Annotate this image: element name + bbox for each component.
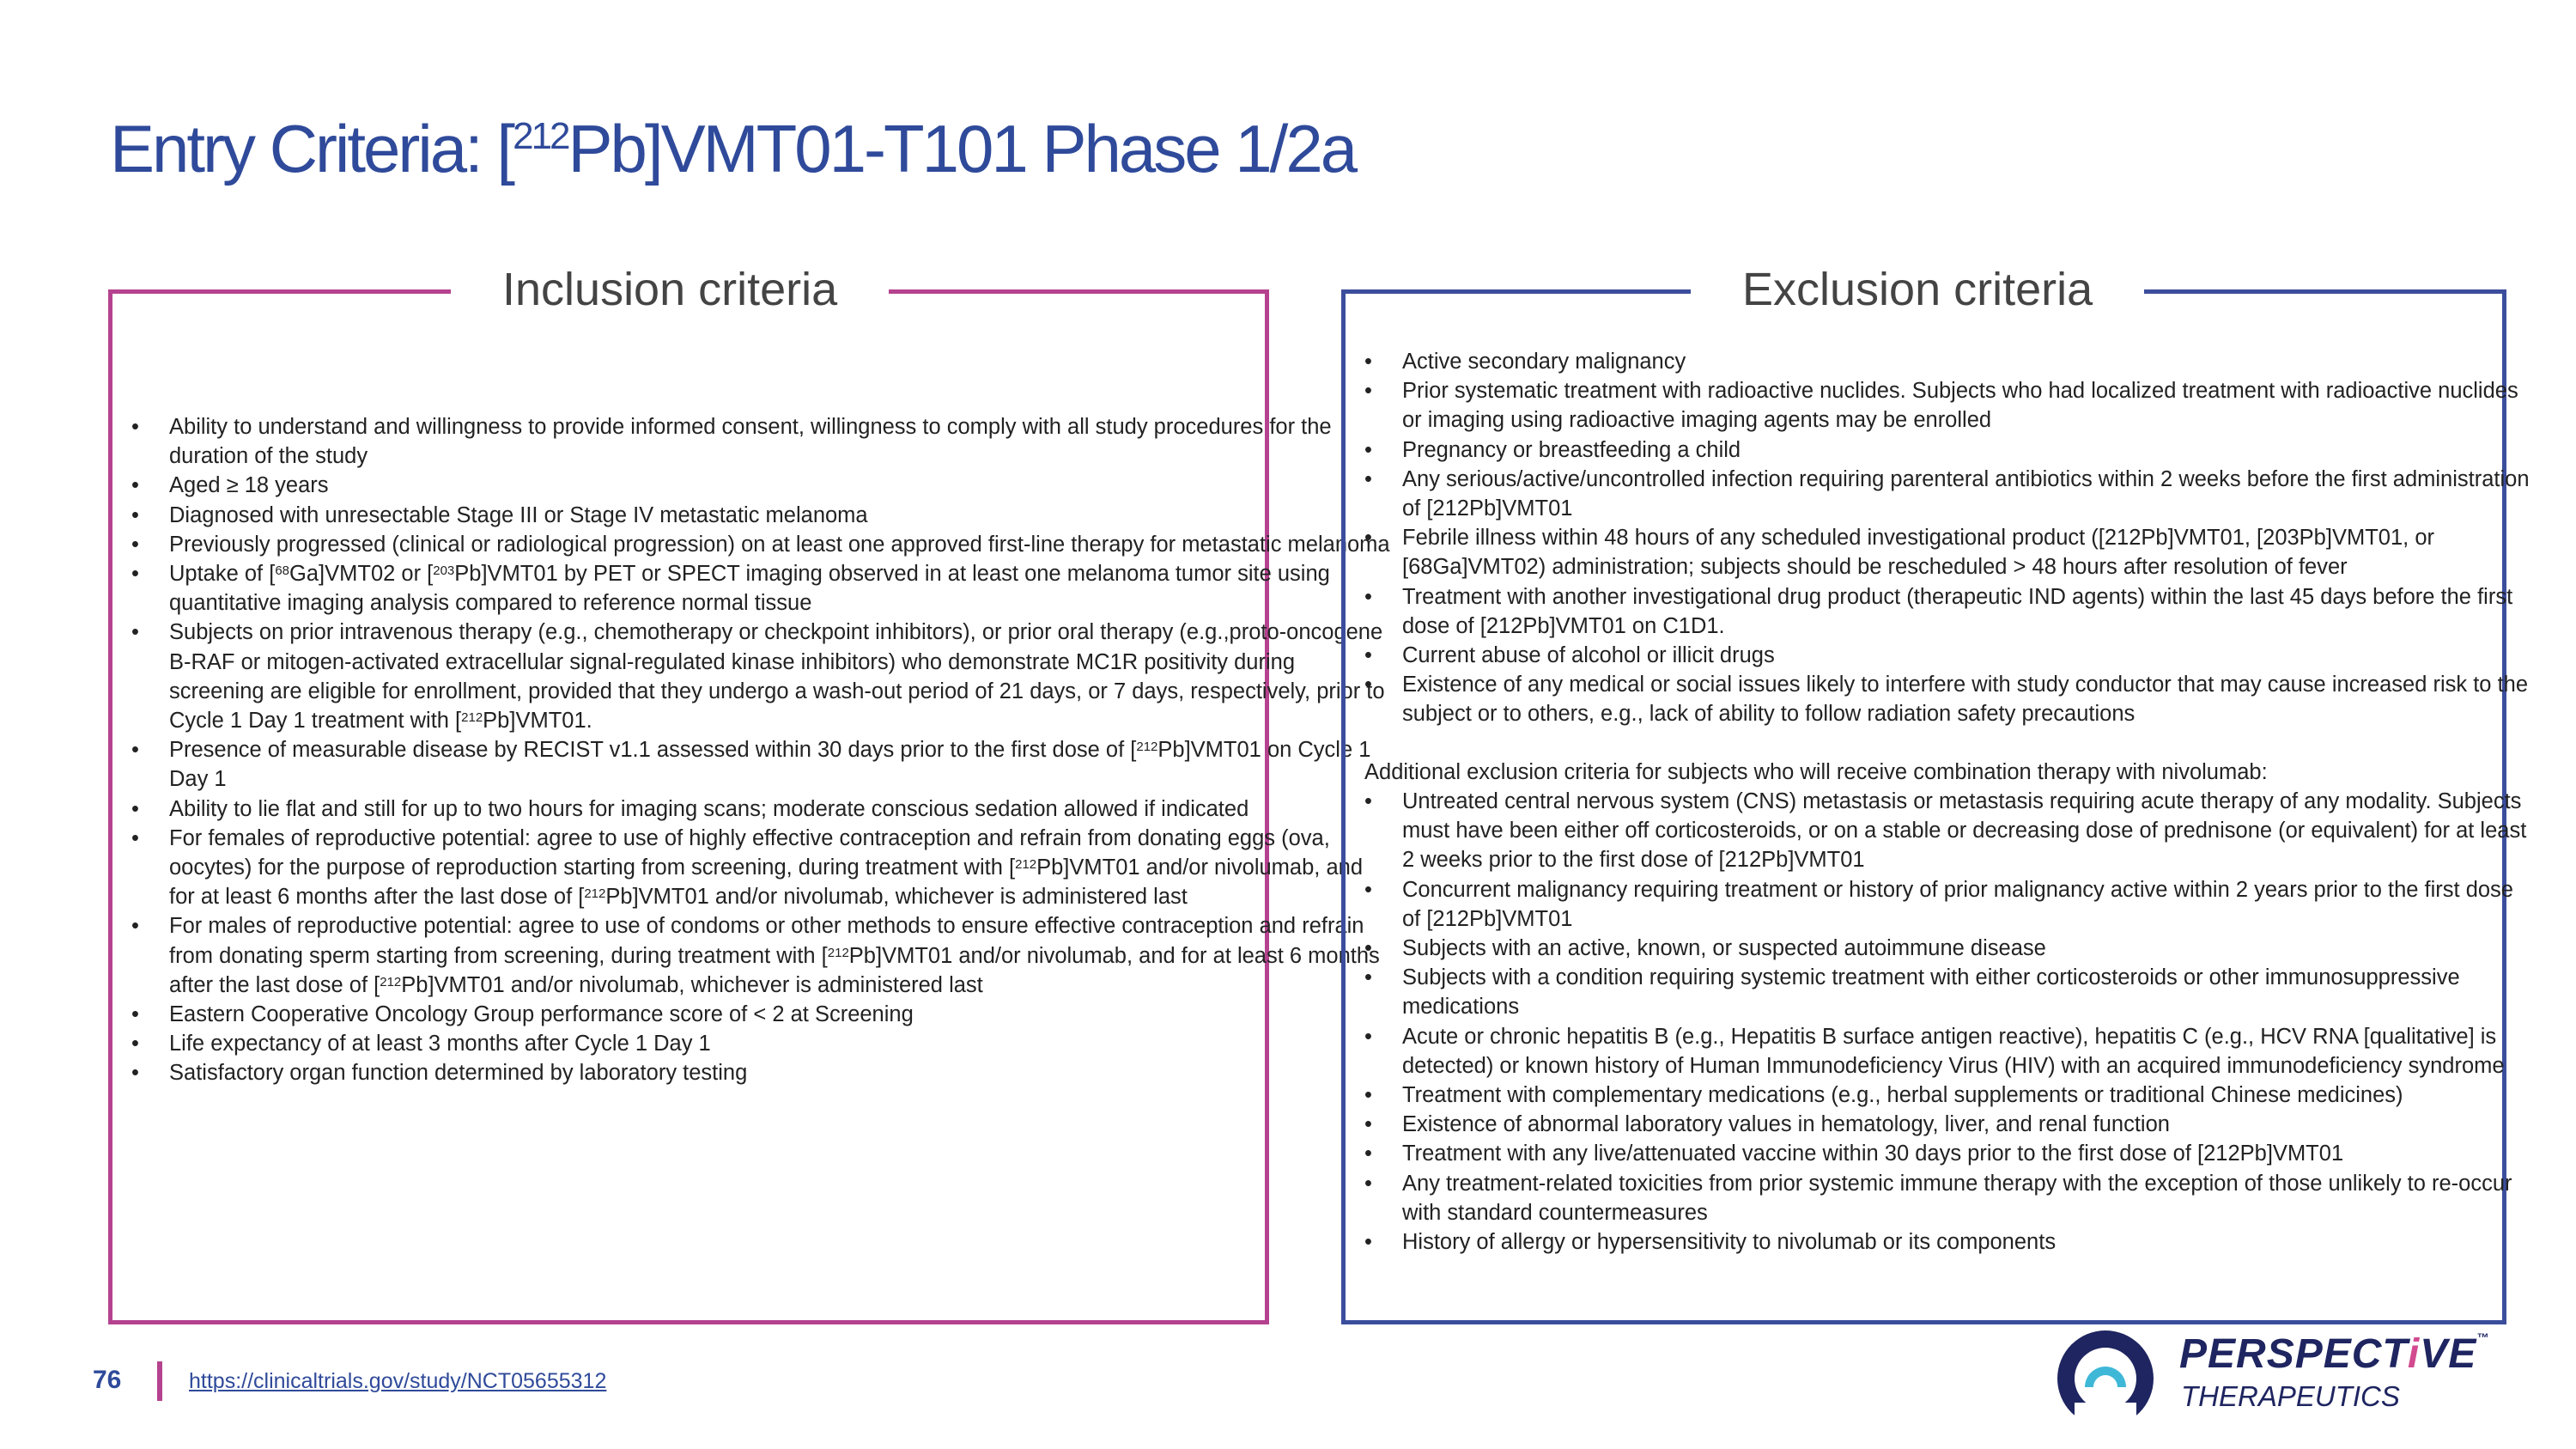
criteria-item: • Eastern Cooperative Oncology Group performance score of < 2 at Screening: [131, 1000, 1394, 1029]
criteria-item: • Subjects with an active, known, or suspected autoimmune disease: [1364, 934, 2532, 963]
criteria-item: • Treatment with complementary medications (e.g., herbal supplements or traditional Chinese medicines): [1364, 1081, 2532, 1110]
criteria-text: Pb]VMT01 on Cycle 1 Day 1: [169, 738, 1371, 792]
criteria-text: For females of reproductive potential: agree to use of highly effective contraception and refrain from donating eggs (ova, oocytes) for the purpose of reproduction starting from screening, during treatment with [: [169, 825, 1330, 880]
criteria-text: Ga]VMT02 or [: [289, 562, 434, 587]
inclusion-criteria-panel: [108, 264, 1390, 1324]
criteria-item: • Treatment with another investigational drug product (therapeutic IND agents) within the last 45 days before the first dose of [212Pb]VMT01 on C1D1.: [1364, 582, 2532, 641]
isotope-superscript: 212: [1015, 857, 1037, 873]
criteria-item: • Life expectancy of at least 3 months after Cycle 1 Day 1: [131, 1029, 1394, 1058]
criteria-item: • Ability to understand and willingness to provide informed consent, willingness to comply with all study procedures for the duration of the study: [131, 412, 1394, 471]
criteria-item: [131, 735, 1394, 794]
criteria-item: [131, 824, 1394, 912]
criteria-item: • Pregnancy or breastfeeding a child: [1364, 435, 2532, 465]
criteria-item: • Concurrent malignancy requiring treatment or history of prior malignancy active within 2 years prior to the first dose of [212Pb]VMT01: [1364, 875, 2532, 934]
logo-subtitle: THERAPEUTICS: [2181, 1380, 2400, 1412]
page-title: Entry Criteria: [$^{212}$Pb]VMT01-T101 Phase 1/2a: [110, 111, 1356, 186]
additional-exclusion-heading: Additional exclusion criteria for subjects who will receive combination therapy with nivolumab:: [1364, 760, 2268, 784]
criteria-item: • Ability to lie flat and still for up to two hours for imaging scans; moderate conscious sedation allowed if indicated: [131, 795, 1394, 824]
criteria-item: [131, 618, 1394, 735]
criteria-text: Pb]VMT01.: [483, 709, 592, 734]
criteria-item: • History of allergy or hypersensitivity to nivolumab or its components: [1364, 1227, 2532, 1257]
criteria-text: Pb]VMT01 and/or nivolumab, and for at least 6 months after the last dose of [: [169, 943, 1380, 997]
criteria-text: Subjects on prior intravenous therapy (e.g., chemotherapy or checkpoint inhibitors), or prior oral therapy (e.g.,proto-oncogene B-RAF or mitogen-activated extracellular signal-regulated kinase inhibitors) who demonstrate MC1R positivity during screening are eligible for enrollment, provided that they undergo a wash-out period of 21 days, or 7 days, respectively, prior to Cycle 1 Day 1 treatment with [: [169, 620, 1385, 734]
criteria-text: Uptake of [: [169, 562, 276, 587]
exclusion-criteria-panel: [1341, 264, 2530, 1324]
isotope-superscript: 212: [380, 974, 402, 989]
criteria-item: • Previously progressed (clinical or radiological progression) on at least one approved first-line therapy for metastatic melanoma: [131, 530, 1394, 559]
criteria-item: • Prior systematic treatment with radioactive nuclides. Subjects who had localized treatment with radioactive nuclides or imaging using radioactive imaging agents may be enrolled: [1364, 376, 2532, 435]
criteria-text: Pb]VMT01 and/or nivolumab, whichever is administered last: [401, 972, 983, 997]
exclusion-list: [1364, 347, 2532, 729]
criteria-text: Pb]VMT01 and/or nivolumab, and for at least 6 months after the last dose of [: [169, 855, 1363, 910]
criteria-item: • Untreated central nervous system (CNS) metastasis or metastasis requiring acute therapy of any modality. Subjects must have been either off corticosteroids, or on a stable or decreasing dose of prednisone (or equivalent) for at least 2 weeks prior to the first dose of [212Pb]VMT01: [1364, 787, 2532, 875]
isotope-superscript: 212: [1136, 740, 1158, 755]
additional-exclusion-list: [1364, 787, 2532, 1257]
isotope-superscript: 212: [584, 886, 606, 902]
criteria-item: • Any treatment-related toxicities from prior systemic immune therapy with the exception of those unlikely to re-occur with standard countermeasures: [1364, 1169, 2532, 1227]
criteria-item: • Subjects with a condition requiring systemic treatment with either corticosteroids or other immunosuppressive medications: [1364, 963, 2532, 1021]
criteria-item: • Existence of any medical or social issues likely to interfere with study conductor that may cause increased risk to the subject or to others, e.g., lack of ability to follow radiation safety precautions: [1364, 670, 2532, 728]
isotope-superscript: 68: [275, 563, 290, 579]
inclusion-heading: Inclusion criteria: [451, 259, 889, 320]
criteria-text: Presence of measurable disease by RECIST v1.1 assessed within 30 days prior to the first dose of [: [169, 738, 1137, 763]
criteria-item: [131, 911, 1394, 1000]
isotope-superscript: 212: [827, 945, 849, 960]
criteria-item: • Existence of abnormal laboratory values in hematology, liver, and renal function: [1364, 1110, 2532, 1139]
isotope-superscript: 203: [433, 563, 455, 579]
inclusion-list: [131, 412, 1394, 1088]
criteria-item: [131, 559, 1394, 618]
page-number: 76: [93, 1366, 122, 1394]
logo-mark-icon: [2052, 1325, 2172, 1428]
criteria-item: • Diagnosed with unresectable Stage III or Stage IV metastatic melanoma: [131, 501, 1394, 530]
clinicaltrials-link[interactable]: https://clinicaltrials.gov/study/NCT05655312: [189, 1369, 607, 1393]
isotope-superscript: 212: [461, 710, 483, 726]
criteria-text: Pb]VMT01 and/or nivolumab, whichever is administered last: [605, 885, 1188, 910]
footer-divider: [157, 1361, 162, 1401]
criteria-item: • Any serious/active/uncontrolled infection requiring parenteral antibiotics within 2 weeks before the first administration of [212Pb]VMT01: [1364, 465, 2532, 523]
criteria-item: • Acute or chronic hepatitis B (e.g., Hepatitis B surface antigen reactive), hepatitis C (e.g., HCV RNA [qualitative] is detected) or known history of Human Immunodeficiency Virus (HIV) with an acquired immunodeficiency syndrome: [1364, 1022, 2532, 1081]
logo-brand-text: PERSPECTiVE™: [2179, 1330, 2490, 1377]
criteria-item: • Febrile illness within 48 hours of any scheduled investigational product ([212Pb]VMT01, [203Pb]VMT01, or [68Ga]VMT02) administration; subjects should be rescheduled > 48 hours after resolution of fever: [1364, 523, 2532, 581]
perspective-therapeutics-logo: [2052, 1325, 2533, 1428]
criteria-item: • Current abuse of alcohol or illicit drugs: [1364, 641, 2532, 670]
criteria-item: • Active secondary malignancy: [1364, 347, 2532, 376]
criteria-text: Pb]VMT01 by PET or SPECT imaging observed in at least one melanoma tumor site using quantitative imaging analysis compared to reference normal tissue: [169, 562, 1330, 616]
criteria-item: • Satisfactory organ function determined by laboratory testing: [131, 1058, 1394, 1087]
criteria-item: • Treatment with any live/attenuated vaccine within 30 days prior to the first dose of [212Pb]VMT01: [1364, 1139, 2532, 1168]
exclusion-heading: Exclusion criteria: [1691, 259, 2144, 320]
criteria-text: For males of reproductive potential: agree to use of condoms or other methods to ensure effective contraception and refrain from donating sperm starting from screening, during treatment with [: [169, 914, 1364, 968]
criteria-item: • Aged ≥ 18 years: [131, 471, 1394, 500]
